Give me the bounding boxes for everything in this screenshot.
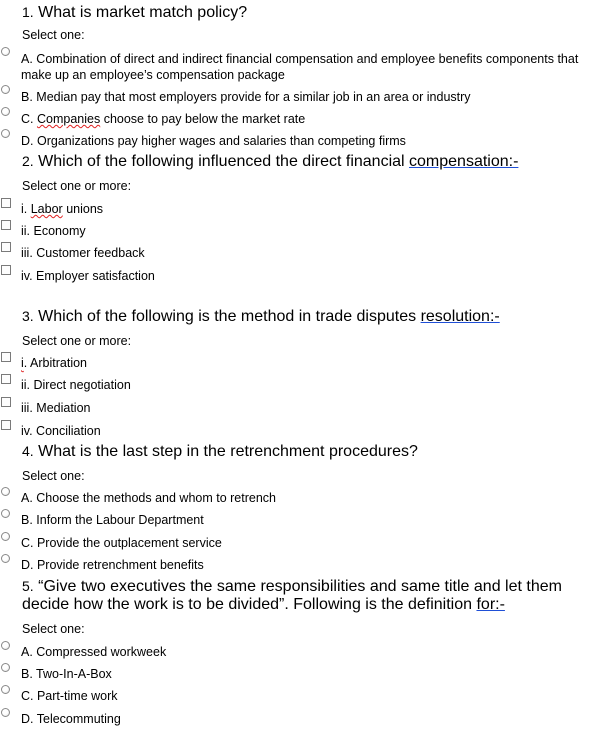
q2-option-i-label[interactable]: i. Labor unions <box>21 202 104 216</box>
question-5-title-line2: decide how the work is to be divided”. Following is the definition for:- <box>22 596 505 613</box>
q2-option-ii-checkbox[interactable] <box>1 220 11 230</box>
q3-option-iii-label[interactable]: iii. Mediation <box>21 401 91 415</box>
q4-option-a-radio[interactable] <box>1 487 10 496</box>
q4-option-a-label[interactable]: A. Choose the methods and whom to retrench <box>21 491 277 505</box>
q4-option-b-radio[interactable] <box>1 509 10 518</box>
q3-option-i-checkbox[interactable] <box>1 352 11 362</box>
q2-option-i-checkbox[interactable] <box>1 198 11 208</box>
q1-option-a-label[interactable]: A. Combination of direct and indirect financial compensation and employee benefits components that make up an employee’s compensation package <box>21 52 579 82</box>
q1-option-d-radio[interactable] <box>1 129 10 138</box>
q3-option-iv-label[interactable]: iv. Conciliation <box>21 424 101 438</box>
question-5-instruction: Select one: <box>22 622 85 636</box>
question-5-title-line1: 5. “Give two executives the same responsibilities and same title and let them <box>22 578 562 595</box>
question-1-instruction: Select one: <box>22 28 85 42</box>
q5-option-a-label[interactable]: A. Compressed workweek <box>21 645 167 659</box>
q5-option-b-radio[interactable] <box>1 663 10 672</box>
q4-option-d-label[interactable]: D. Provide retrenchment benefits <box>21 558 204 572</box>
q3-option-iii-checkbox[interactable] <box>1 397 11 407</box>
q5-option-c-radio[interactable] <box>1 685 10 694</box>
q4-option-c-radio[interactable] <box>1 532 10 541</box>
q4-option-d-radio[interactable] <box>1 554 10 563</box>
q1-option-c-radio[interactable] <box>1 107 10 116</box>
question-1-title: 1. What is market match policy? <box>22 4 248 21</box>
question-4-instruction: Select one: <box>22 469 85 483</box>
q4-option-b-label[interactable]: B. Inform the Labour Department <box>21 513 204 527</box>
question-2-instruction: Select one or more: <box>22 179 132 193</box>
q2-option-iv-label[interactable]: iv. Employer satisfaction <box>21 269 155 283</box>
q3-option-iv-checkbox[interactable] <box>1 420 11 430</box>
q2-option-ii-label[interactable]: ii. Economy <box>21 224 86 238</box>
question-3-instruction: Select one or more: <box>22 334 132 348</box>
q5-option-d-radio[interactable] <box>1 708 10 717</box>
q2-option-iii-checkbox[interactable] <box>1 242 11 252</box>
q1-option-d-label[interactable]: D. Organizations pay higher wages and salaries than competing firms <box>21 134 406 148</box>
q1-option-b-radio[interactable] <box>1 85 10 94</box>
q5-option-c-label[interactable]: C. Part-time work <box>21 689 118 703</box>
q3-option-ii-label[interactable]: ii. Direct negotiation <box>21 378 131 392</box>
q1-option-b-label[interactable]: B. Median pay that most employers provide for a similar job in an area or industry <box>21 90 471 104</box>
question-2-title: 2. Which of the following influenced the direct financial compensation:- <box>22 153 519 170</box>
q1-option-c-label[interactable]: C. Companies choose to pay below the market rate <box>21 112 306 126</box>
q1-option-a-radio[interactable] <box>1 47 10 56</box>
question-3-title: 3. Which of the following is the method in trade disputes resolution:- <box>22 308 500 325</box>
q2-option-iv-checkbox[interactable] <box>1 265 11 275</box>
q5-option-d-label[interactable]: D. Telecommuting <box>21 712 121 726</box>
q3-option-i-label[interactable]: i. Arbitration <box>21 356 88 370</box>
q5-option-a-radio[interactable] <box>1 641 10 650</box>
question-4-title: 4. What is the last step in the retrenchment procedures? <box>22 443 418 460</box>
q4-option-c-label[interactable]: C. Provide the outplacement service <box>21 536 222 550</box>
q2-option-iii-label[interactable]: iii. Customer feedback <box>21 246 145 260</box>
q5-option-b-label[interactable]: B. Two-In-A-Box <box>21 667 112 681</box>
q3-option-ii-checkbox[interactable] <box>1 374 11 384</box>
